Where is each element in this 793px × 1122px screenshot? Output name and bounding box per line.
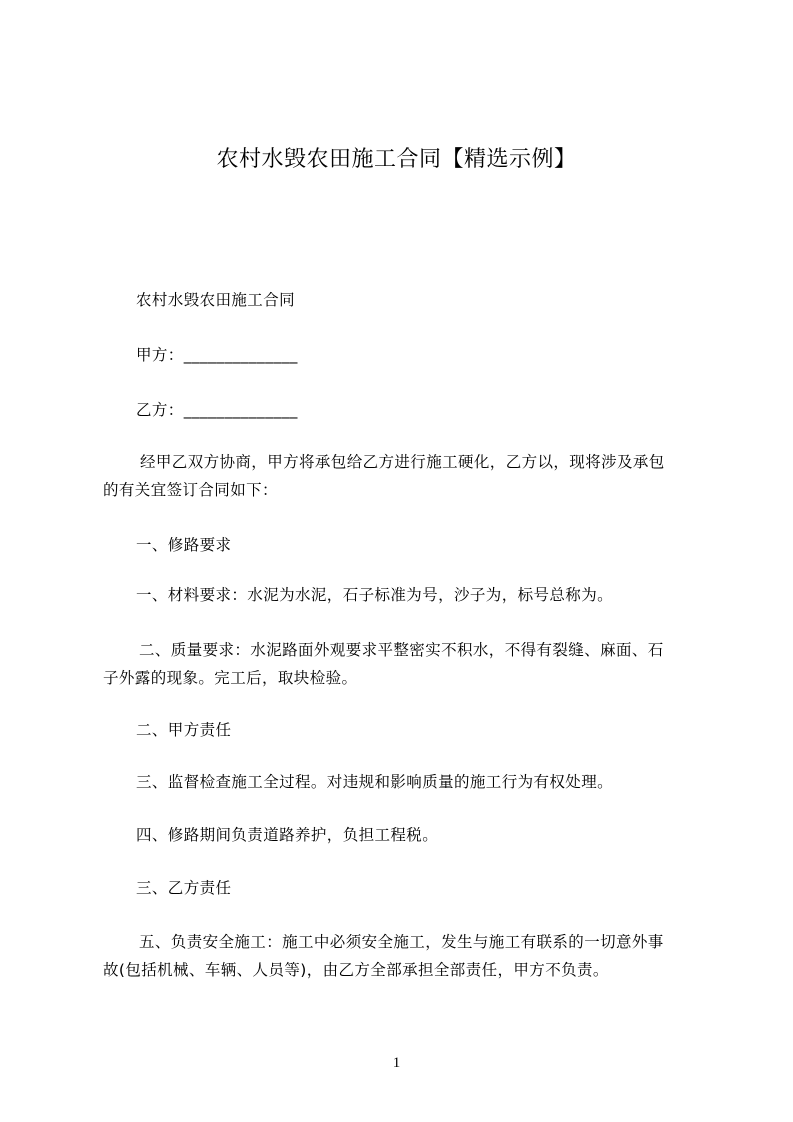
section-heading-3: 三、乙方责任 bbox=[136, 879, 232, 897]
clause-2: 二、质量要求：水泥路面外观要求平整密实不积水，不得有裂缝、麻面、石子外露的现象。完工后，取块检验。 bbox=[103, 641, 664, 687]
document-title: 农村水毁农田施工合同【精选示例】 bbox=[216, 147, 577, 172]
clause-3: 三、监督检查施工全过程。对违规和影响质量的施工行为有权处理。 bbox=[136, 773, 614, 791]
clause-1: 一、材料要求：水泥为水泥，石子标准为号，沙子为，标号总称为。 bbox=[136, 586, 614, 604]
section-heading-1: 一、修路要求 bbox=[136, 536, 232, 554]
page-number: 1 bbox=[392, 1055, 401, 1071]
party-b-line: 乙方：______________ bbox=[136, 401, 298, 419]
contract-name: 农村水毁农田施工合同 bbox=[136, 291, 296, 309]
clause-5: 五、负责安全施工：施工中必须安全施工，发生与施工有联系的一切意外事故(包括机械、车辆、人员等)，由乙方全部承担全部责任，甲方不负责。 bbox=[103, 933, 664, 979]
party-a-line: 甲方：______________ bbox=[136, 346, 298, 364]
section-heading-2: 二、甲方责任 bbox=[136, 721, 232, 739]
clause-4: 四、修路期间负责道路养护，负担工程税。 bbox=[136, 826, 439, 844]
intro-paragraph: 经甲乙双方协商，甲方将承包给乙方进行施工硬化，乙方以，现将涉及承包的有关宜签订合同如下： bbox=[103, 453, 665, 499]
